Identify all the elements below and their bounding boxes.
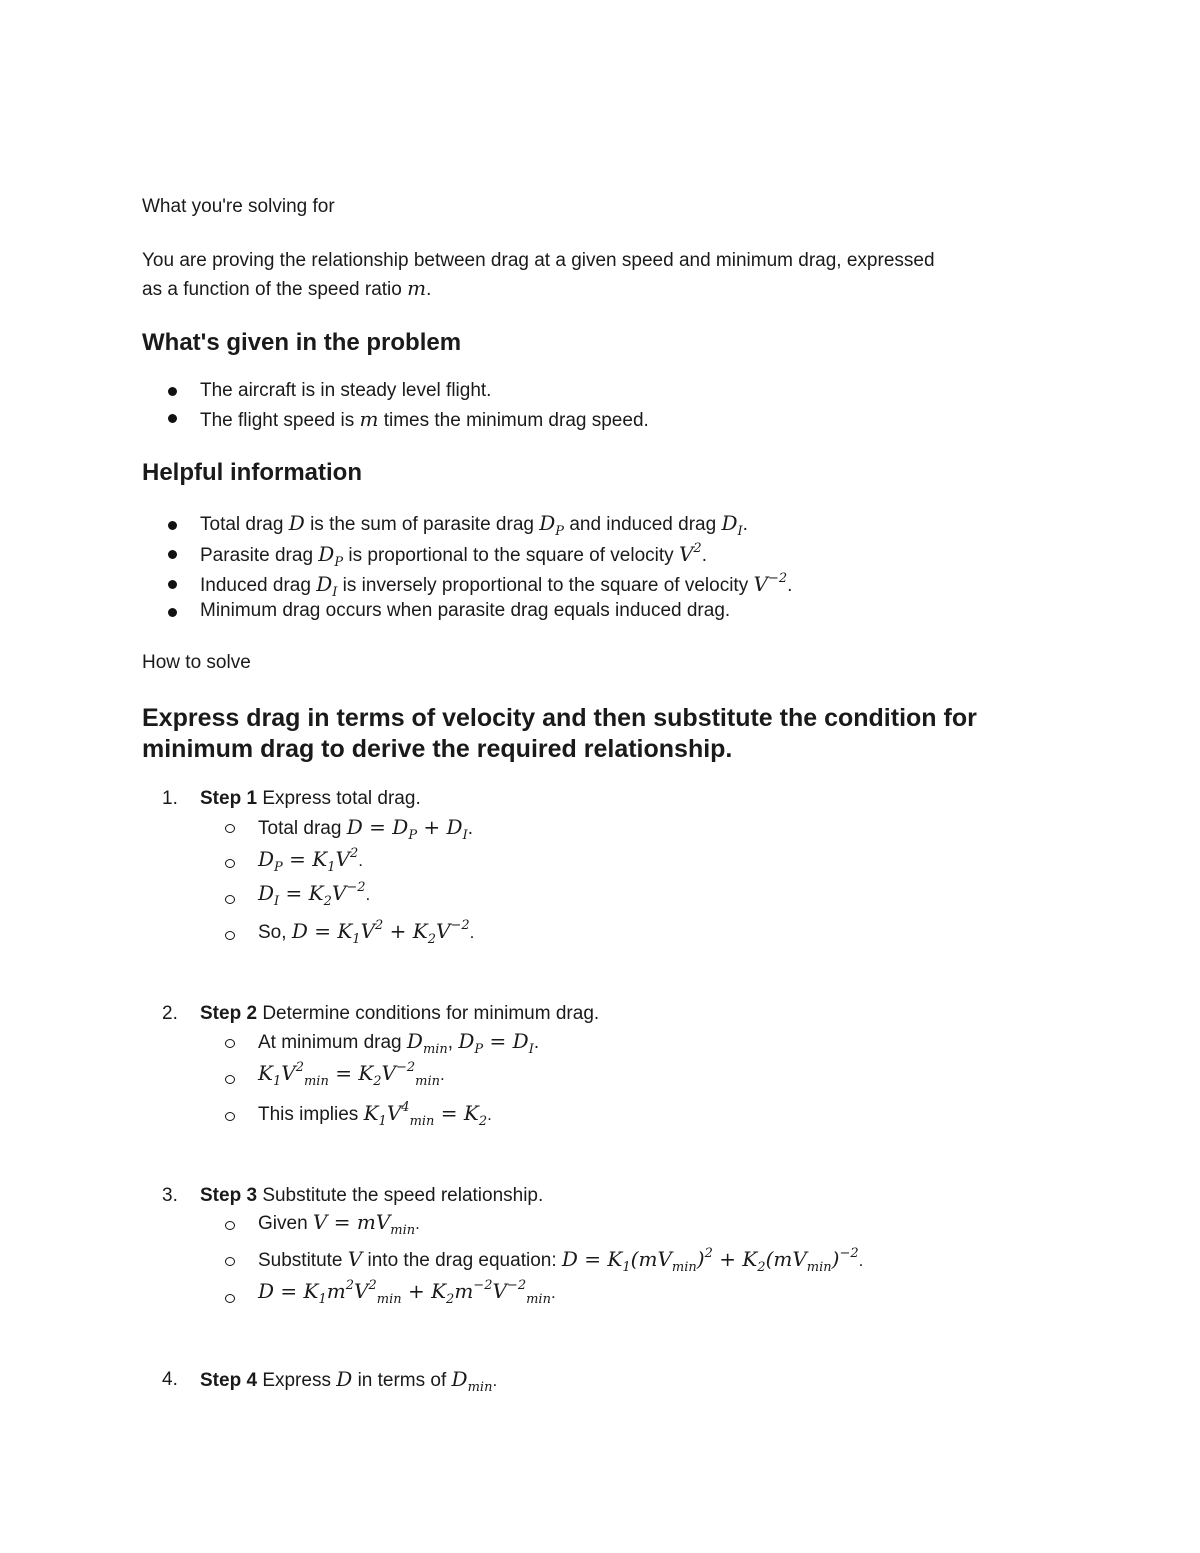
step-1-item-4: So, $D = K_1V^2 + K_2V^{-2}$. bbox=[258, 918, 475, 947]
intro-text-line1: You are proving the relationship between drag at a given speed and minimum drag, expressed bbox=[142, 250, 935, 271]
step-3-item-2: Substitute V into the drag equation: $D = K_1(mV_{min})^2 + K_2(mV_{min})^{-2}$. bbox=[258, 1246, 864, 1275]
circle-bullet-icon bbox=[225, 1294, 235, 1303]
heading-helpful: Helpful information bbox=[142, 459, 362, 486]
step-2-item-3: This implies $K_1V^4_{min} = K_2$. bbox=[258, 1100, 492, 1129]
solve-heading: Express drag in terms of velocity and then substitute the condition for minimum drag to derive the required relationship. bbox=[142, 704, 977, 763]
circle-bullet-icon bbox=[225, 1221, 235, 1230]
step-3-item-3: $D = K_1m^2V^2_{min} + K_2m^{-2}V^{-2}_{min}$. bbox=[258, 1278, 556, 1307]
intro-text-line2: as a function of the speed ratio m. bbox=[142, 276, 432, 300]
circle-bullet-icon bbox=[225, 1257, 235, 1266]
circle-bullet-icon bbox=[225, 1075, 235, 1084]
bullet-icon bbox=[168, 414, 177, 423]
circle-bullet-icon bbox=[225, 931, 235, 940]
heading-given: What's given in the problem bbox=[142, 329, 462, 356]
bullet-icon bbox=[168, 608, 177, 617]
step-number: 3. bbox=[162, 1185, 178, 1206]
circle-bullet-icon bbox=[225, 859, 235, 868]
section-label-how-to-solve: How to solve bbox=[142, 652, 251, 673]
step-number: 2. bbox=[162, 1003, 178, 1024]
bullet-icon bbox=[168, 580, 177, 589]
circle-bullet-icon bbox=[225, 1112, 235, 1121]
given-item-1: The aircraft is in steady level flight. bbox=[200, 380, 492, 401]
circle-bullet-icon bbox=[225, 895, 235, 904]
helpful-item-1: Total drag D is the sum of parasite drag $D_P$ and induced drag $D_I$. bbox=[200, 511, 748, 539]
circle-bullet-icon bbox=[225, 824, 235, 833]
step-1-item-2: $D_P = K_1V^2$. bbox=[258, 846, 363, 875]
step-2-title: Step 2 Determine conditions for minimum drag. bbox=[200, 1003, 600, 1024]
section-label-solving-for: What you're solving for bbox=[142, 196, 335, 217]
step-1-item-1: Total drag $D = D_P + D_I$. bbox=[258, 815, 474, 843]
step-2-item-1: At minimum drag $D_{min}$, $D_P = D_I$. bbox=[258, 1029, 540, 1057]
bullet-icon bbox=[168, 550, 177, 559]
step-number: 4. bbox=[162, 1369, 178, 1390]
step-1-title: Step 1 Express total drag. bbox=[200, 788, 421, 809]
helpful-item-3: Induced drag $D_I$ is inversely proportional to the square of velocity $V^{-2}$. bbox=[200, 571, 793, 600]
circle-bullet-icon bbox=[225, 1039, 235, 1048]
helpful-item-4: Minimum drag occurs when parasite drag equals induced drag. bbox=[200, 600, 731, 621]
step-1-item-3: $D_I = K_2V^{-2}$. bbox=[258, 880, 371, 909]
step-2-item-2: $K_1V^2_{min} = K_2V^{-2}_{min}$. bbox=[258, 1060, 445, 1089]
given-item-2: The flight speed is m times the minimum drag speed. bbox=[200, 407, 649, 431]
bullet-icon bbox=[168, 521, 177, 530]
step-3-item-1: Given $V = mV_{min}$. bbox=[258, 1210, 420, 1238]
step-number: 1. bbox=[162, 788, 178, 809]
step-3-title: Step 3 Substitute the speed relationship. bbox=[200, 1185, 544, 1206]
step-4-title: Step 4 Express D in terms of $D_{min}$. bbox=[200, 1367, 498, 1395]
bullet-icon bbox=[168, 387, 177, 396]
helpful-item-2: Parasite drag $D_P$ is proportional to the square of velocity $V^2$. bbox=[200, 541, 707, 570]
